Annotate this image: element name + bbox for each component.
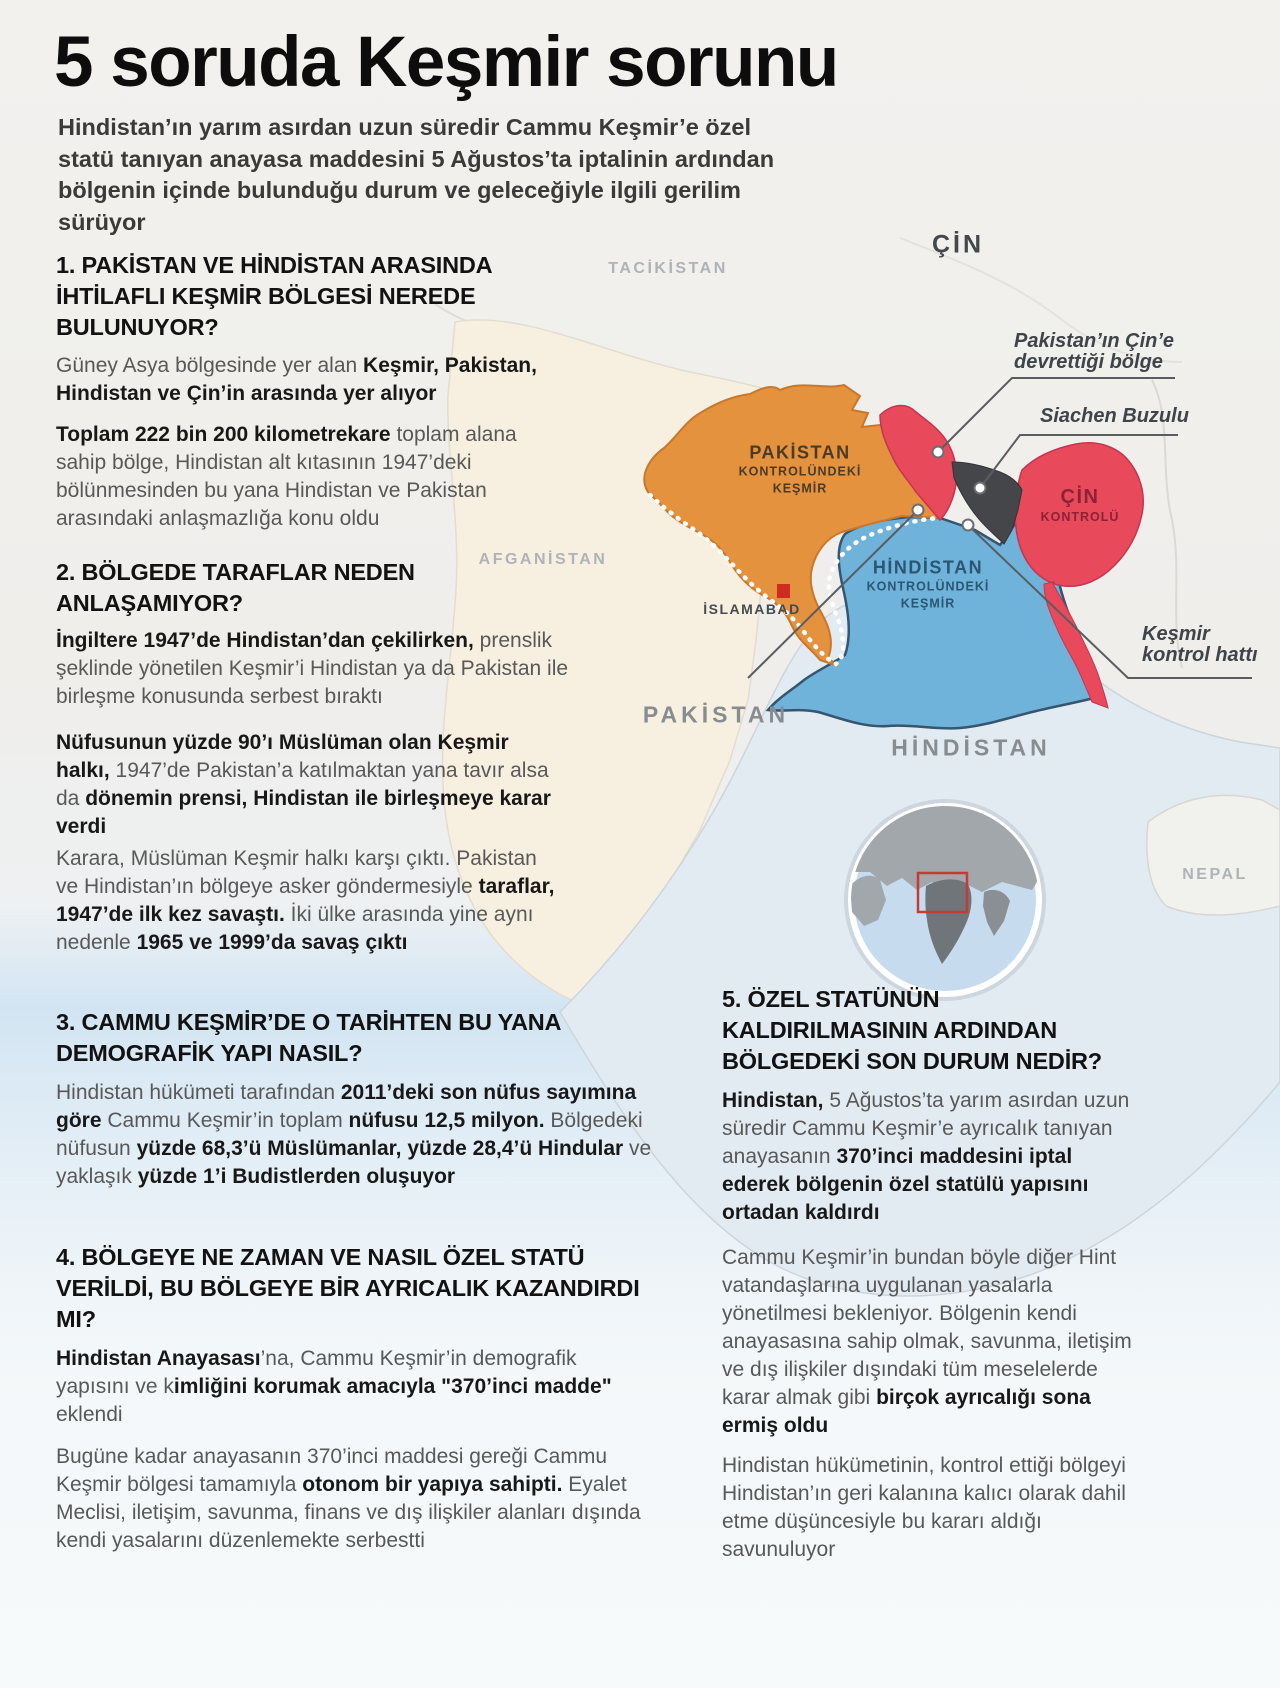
callout-ceded-area [1014,331,1174,373]
region-line1: PAKİSTAN [749,442,851,463]
section2-paragraph-1: İngiltere 1947’de Hindistan’dan çekilirken, prenslik şeklinde yönetilen Keşmir’i Hindistan ya da Pakistan ile birleşme konusunda serbest bıraktı [56,629,569,708]
section4-heading: 4. BÖLGEYE NE ZAMAN VE NASIL ÖZEL STATÜ VERİLDİ, BU BÖLGEYE BİR AYRICALIK KAZANDIRDI MI? [56,1244,640,1332]
section3-heading: 3. CAMMU KEŞMİR’DE O TARİHTEN BU YANA DEMOGRAFİK YAPI NASIL? [56,1009,561,1066]
section5-paragraph-2: Cammu Keşmir’in bundan böyle diğer Hint vatandaşlarına uygulanan yasalarla yönetilmesi bekleniyor. Bölgenin kendi anayasasına sahip olmak, savunma, iletişim ve dış ilişkiler dışındaki tüm meselelerde karar almak gibi birçok ayrıcalığı sona ermiş oldu [722,1246,1132,1437]
section3-paragraph-1: Hindistan hükümeti tarafından 2011’deki son nüfus sayımına göre Cammu Keşmir’in toplam nüfusu 12,5 milyon. Bölgedeki nüfusun yüzde 68,3’ü Müslümanlar, yüzde 28,4’ü Hindular ve yaklaşık yüzde 1’i Budistlerden oluşuyor [56,1081,652,1188]
callout-line1: Siachen Buzulu [1040,405,1189,427]
section1-paragraph-1: Güney Asya bölgesinde yer alan Keşmir, Pakistan, Hindistan ve Çin’in arasında yer alıyor [56,354,537,405]
callout-line1: Pakistan’ın Çin’e [1014,330,1175,352]
region-label-india-kashmir [867,559,990,610]
callout-line2: devrettiği bölge [1014,351,1163,373]
country-label-india: HİNDİSTAN [891,734,1051,761]
region-label-china-control [1041,487,1120,524]
region-line2: KONTROLÜ [1040,509,1120,524]
region-dot [913,505,924,516]
region-line3: KEŞMİR [900,596,956,610]
callout-siachen [1040,406,1189,427]
callout-control-line [1142,624,1258,666]
callout-line1: Keşmir [1142,623,1210,645]
region-line2: KONTROLÜNDEKİ [866,579,990,594]
section1-heading: 1. PAKİSTAN VE HİNDİSTAN ARASINDA İHTİLAFLI KEŞMİR BÖLGESİ NEREDE BULUNUYOR? [56,252,492,340]
country-label-tajikistan: TACİKİSTAN [608,260,728,277]
callout-line2: kontrol hattı [1142,644,1258,666]
region-line3: KEŞMİR [772,481,828,495]
section4-paragraph-2: Bugüne kadar anayasanın 370’inci maddesi gereği Cammu Keşmir bölgesi tamamıyla otonom bir yapıya sahipti. Eyalet Meclisi, iletişim, savunma, finans ve dış ilişkiler alanları dışında kendi yasalarını düzenlemekte serbestti [56,1445,641,1552]
loc-dot [963,520,974,531]
region-line1: HİNDİSTAN [872,557,984,578]
country-label-china: ÇİN [931,230,985,259]
section5-paragraph-3: Hindistan hükümetinin, kontrol ettiği bölgeyi Hindistan’ın geri kalanına kalıcı olarak dahil etme düşüncesiyle bu kararı aldığı savunuluyor [722,1454,1126,1561]
ceded-dot [933,447,944,458]
country-label-nepal: NEPAL [1182,866,1248,883]
region-line2: KONTROLÜNDEKİ [738,464,862,479]
section5-paragraph-1: Hindistan, 5 Ağustos’ta yarım asırdan uzun süredir Cammu Keşmir’e ayrıcalık tanıyan anayasanın 370’inci maddesini iptal ederek bölgenin özel statülü yapısını ortadan kaldırdı [722,1089,1130,1224]
page-subtitle: Hindistan’ın yarım asırdan uzun süredir Cammu Keşmir’e özel statü tanıyan anayasa maddesini 5 Ağustos’ta iptalinin ardından bölgenin içinde bulunduğu durum ve geleceğiyle ilgili gerilim sürüyor [58,114,775,236]
section2-paragraph-2: Nüfusunun yüzde 90’ı Müslüman olan Keşmir halkı, 1947’de Pakistan’a katılmaktan yana tavır alsa da dönemin prensi, Hindistan ile birleşmeye karar verdi [56,731,551,838]
capital-label-islamabad: İSLAMABAD [703,601,801,617]
region-line1: ÇİN [1060,485,1100,508]
islamabad-marker [777,584,790,598]
section5-heading: 5. ÖZEL STATÜNÜN KALDIRILMASININ ARDINDAN BÖLGEDEKİ SON DURUM NEDİR? [722,986,1102,1074]
country-label-pakistan: PAKİSTAN [642,701,790,728]
section2-paragraph-3: Karara, Müslüman Keşmir halkı karşı çıktı. Pakistan ve Hindistan’ın bölgeye asker göndermesiyle taraflar, 1947’de ilk kez savaştı. İki ülke arasında yine aynı nedenle 1965 ve 1999’da savaş çıktı [56,847,555,954]
page-title: 5 soruda Keşmir sorunu [54,23,838,102]
section2-heading: 2. BÖLGEDE TARAFLAR NEDEN ANLAŞAMIYOR? [56,559,415,616]
section4-paragraph-1: Hindistan Anayasası’na, Cammu Keşmir’in demografik yapısını ve kimliğini korumak amacıyla "370’inci madde" eklendi [56,1347,612,1426]
section1-paragraph-2: Toplam 222 bin 200 kilometrekare toplam alana sahip bölge, Hindistan alt kıtasının 1947’deki bölünmesinden bu yana Hindistan ve Pakistan arasındaki anlaşmazlığa konu oldu [56,423,517,530]
siachen-dot [975,483,986,494]
region-label-pakistan-kashmir [739,444,862,495]
nepal-land [1147,795,1280,915]
country-label-afghanistan: AFGANİSTAN [478,551,608,568]
inset-globe [844,799,1046,1001]
